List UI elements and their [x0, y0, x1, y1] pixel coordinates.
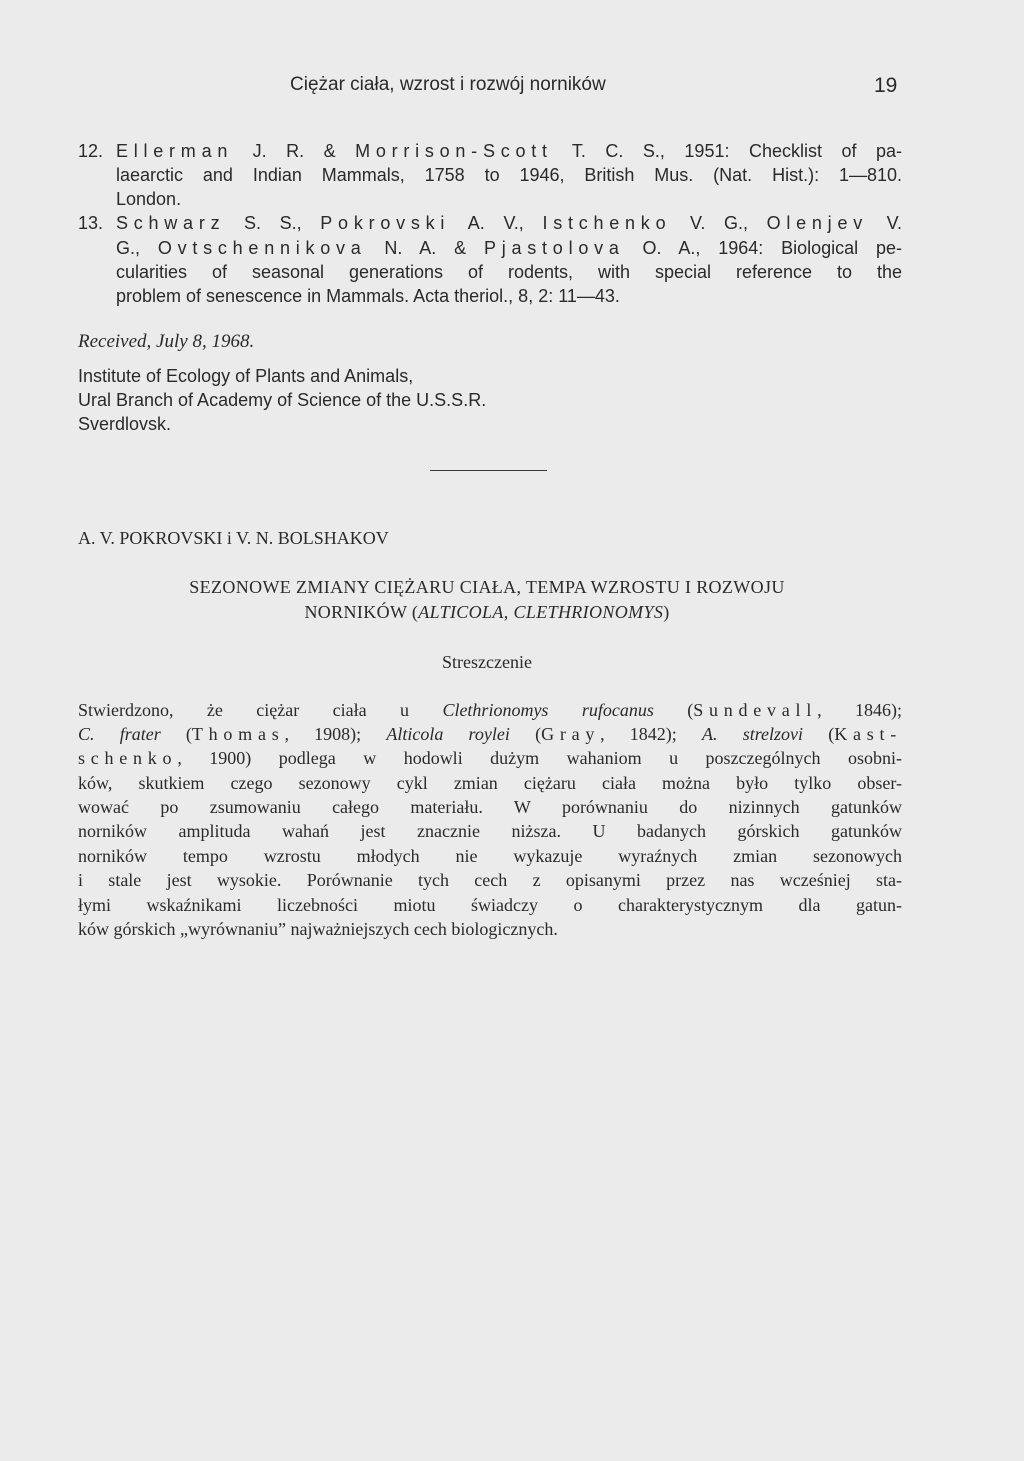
reference-12-line-2: laearctic and Indian Mammals, 1758 to 1946, British Mus. (Nat. Hist.): 1—810.: [116, 165, 902, 185]
summary-heading: Streszczenie: [442, 652, 532, 672]
summary-body-line-6: norników amplituda wahań jest znacznie niższa. U badanych górskich gatunków: [78, 821, 902, 841]
summary-body-line-1: Stwierdzono, że ciężar ciała u Clethrionomys rufocanus (Sundevall, 1846);: [78, 700, 902, 720]
reference-12-line-1: Ellerman J. R. & Morrison-Scott T. C. S., 1951: Checklist of pa-: [116, 141, 902, 161]
summary-body-line-8: i stale jest wysokie. Porównanie tych cech z opisanymi przez nas wcześniej sta-: [78, 870, 902, 890]
page-number: 19: [874, 74, 898, 97]
affiliation-line-1: Institute of Ecology of Plants and Animals,: [78, 366, 414, 386]
summary-body-line-9: łymi wskaźnikami liczebności miotu świadczy o charakterystycznym dla gatun-: [78, 895, 902, 915]
reference-13-line-2: G., Ovtschennikova N. A. & Pjastolova O. A., 1964: Biological pe-: [116, 238, 902, 258]
received-date: Received, July 8, 1968.: [78, 331, 255, 352]
reference-13-number: 13.: [78, 213, 104, 233]
summary-body-line-4: ków, skutkiem czego sezonowy cykl zmian ciężaru ciała można było tylko obser-: [78, 773, 902, 793]
summary-title-line-2: NORNIKÓW (ALTICOLA, CLETHRIONOMYS): [304, 602, 670, 622]
affiliation-line-2: Ural Branch of Academy of Science of the U.S.S.R.: [78, 390, 487, 410]
summary-body-line-5: wować po zsumowaniu całego materiału. W porównaniu do nizinnych gatunków: [78, 797, 902, 817]
summary-body-line-10: ków górskich „wyrównaniu” najważniejszych cech biologicznych.: [78, 919, 558, 939]
summary-title-line-1: SEZONOWE ZMIANY CIĘŻARU CIAŁA, TEMPA WZROSTU I ROZWOJU: [189, 577, 785, 597]
summary-body-line-2: C. frater (Thomas, 1908); Alticola roylei (Gray, 1842); A. strelzovi (Kast-: [78, 724, 903, 744]
affiliation-line-3: Sverdlovsk.: [78, 414, 172, 434]
section-separator: [430, 470, 547, 471]
summary-body-line-7: norników tempo wzrostu młodych nie wykazuje wyraźnych zmian sezonowych: [78, 846, 902, 866]
summary-body-line-3: schenko, 1900) podlega w hodowli dużym wahaniom u poszczególnych osobni-: [78, 748, 902, 768]
reference-13-line-3: cularities of seasonal generations of rodents, with special reference to the: [116, 262, 902, 282]
reference-12-line-3: London.: [116, 189, 182, 209]
running-title: Ciężar ciała, wzrost i rozwój norników: [290, 74, 606, 95]
reference-13-line-4: problem of senescence in Mammals. Acta theriol., 8, 2: 11—43.: [116, 286, 620, 306]
summary-authors: A. V. POKROVSKI i V. N. BOLSHAKOV: [78, 528, 389, 548]
reference-12-number: 12.: [78, 141, 104, 161]
reference-13-line-1: Schwarz S. S., Pokrovski A. V., Istchenko V. G., Olenjev V.: [116, 213, 902, 233]
